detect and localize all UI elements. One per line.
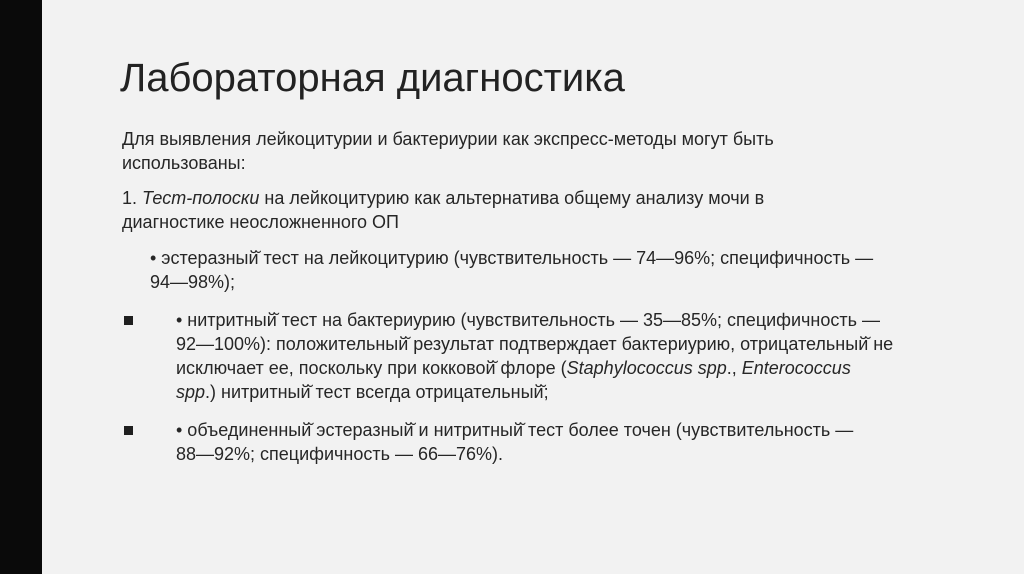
- item1-line-1: [122, 188, 764, 208]
- intro-paragraph: [122, 127, 882, 175]
- item1-line-2: диагностике неосложненного ОП: [122, 212, 399, 232]
- slide-title: Лабораторная диагностика: [120, 56, 625, 100]
- square-bullet-icon: [124, 316, 133, 325]
- item1-number: 1.: [122, 188, 138, 208]
- item3-italic-staphylococcus: Staphylococcus spp: [566, 358, 727, 378]
- list-item-combined-test: [150, 418, 930, 466]
- item4-line-2: 88—92%; специфичность — 66—76%).: [176, 444, 504, 464]
- item3-line-4-a: .) нитритный̆ тест всегда отрицательный̆;: [205, 382, 549, 402]
- item3-italic-enterococcus: Enterococcus: [741, 358, 851, 378]
- item3-line-3-b: .,: [726, 358, 742, 378]
- item2-line-1: • эстеразный̆ тест на лейкоцитурию (чувствительность — 74—96%; специфичность —: [150, 248, 874, 268]
- item1-line-1-rest: на лейкоцитурию как альтернатива общему анализу мочи в: [259, 188, 765, 208]
- item3-line-4: [150, 380, 940, 404]
- list-item-esterase-test: [150, 246, 950, 294]
- square-bullet-icon: [124, 426, 133, 435]
- intro-line-1: Для выявления лейкоцитурии и бактериурии как экспресс-методы могут быть: [122, 129, 774, 149]
- item3-line-1: • нитритный̆ тест на бактериурию (чувствительность — 35—85%; специфичность —: [176, 310, 880, 330]
- list-item-test-strips: [122, 186, 842, 234]
- item3-line-3-a: исключает ее, поскольку при кокковой̆ флоре (: [176, 358, 567, 378]
- item1-italic-term: Тест-полоски: [142, 188, 260, 208]
- item2-line-2: 94—98%);: [150, 272, 236, 292]
- item3-italic-spp: spp: [176, 382, 206, 402]
- list-item-nitrite-test: [150, 308, 940, 404]
- item3-line-3: [150, 356, 940, 380]
- item3-line-2: 92—100%): положительный̆ результат подтверждает бактериурию, отрицательный̆ не: [176, 334, 894, 354]
- left-accent-bar: [0, 0, 42, 574]
- intro-line-2: использованы:: [122, 153, 246, 173]
- item4-line-1: • объединенный̆ эстеразный̆ и нитритный̆ тест более точен (чувствительность —: [176, 420, 854, 440]
